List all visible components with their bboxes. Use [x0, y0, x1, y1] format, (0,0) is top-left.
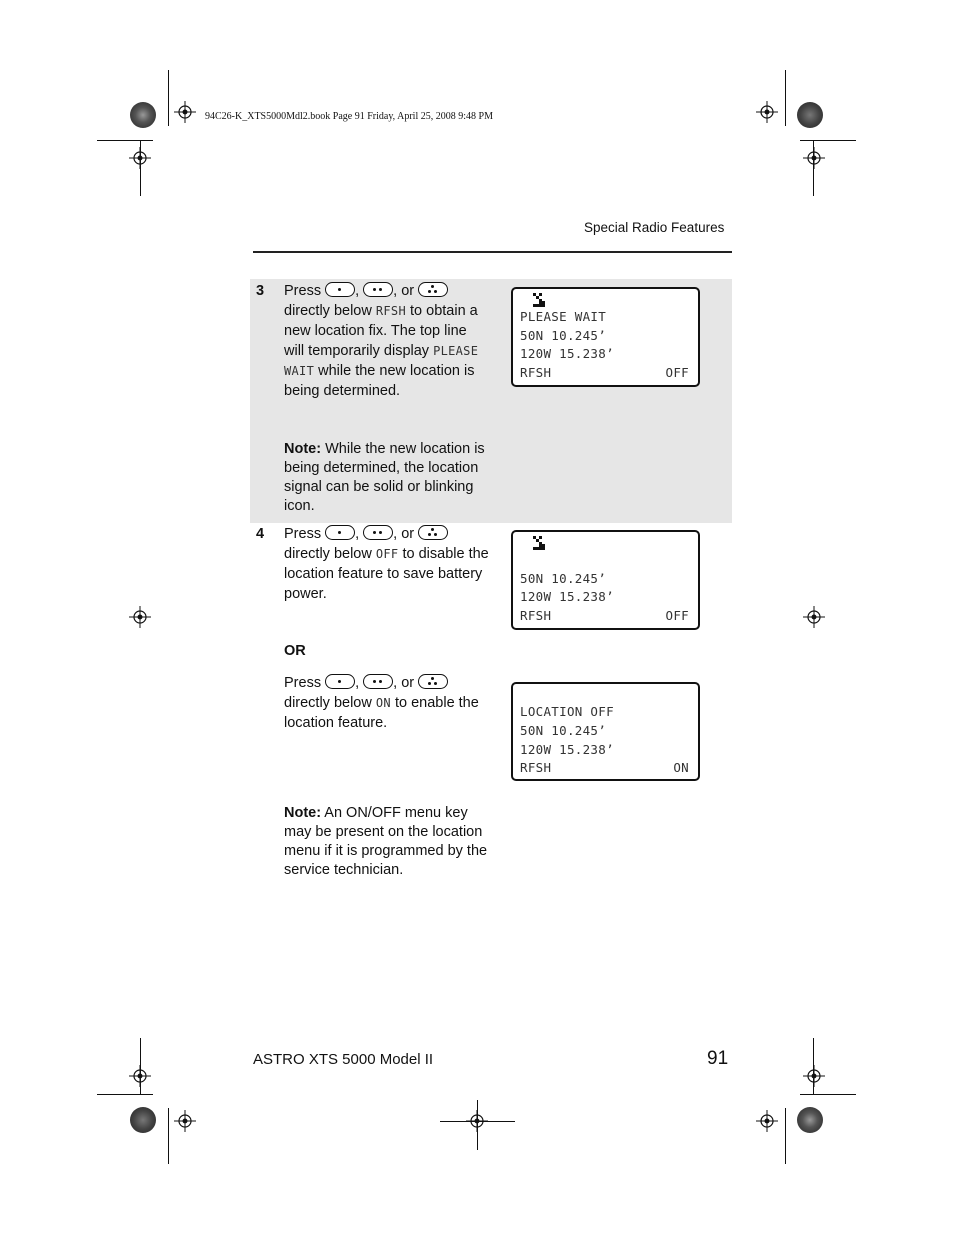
radio-display-step4 [511, 530, 700, 630]
step-4-note: Note: An ON/OFF menu key may be present on the location menu if it is programmed by the service technician. [284, 805, 488, 878]
display-line: 50N 10.245’ [520, 571, 607, 586]
softkey-rfsh: RFSH [520, 365, 552, 380]
menu-select-key-1-icon [325, 674, 355, 689]
softkey-off: OFF [665, 608, 689, 623]
registration-mark-icon [174, 101, 196, 123]
registration-mark-icon [129, 147, 151, 169]
display-line: 50N 10.245’ [520, 723, 607, 738]
off-softkey-word: OFF [375, 547, 399, 561]
color-target-icon [130, 102, 156, 128]
registration-mark-icon [129, 1065, 151, 1087]
on-softkey-word: ON [375, 696, 391, 710]
step-3-instructions: Press , , or directly below RFSH to obtain a new location fix. The top line will temporarily display PLEASE WAIT while the new location is being determined. [284, 283, 479, 399]
registration-mark-icon [803, 606, 825, 628]
rfsh-softkey-word: RFSH [375, 304, 406, 318]
menu-select-key-1-icon [325, 525, 355, 540]
registration-mark-icon [803, 1065, 825, 1087]
footer-title: ASTRO XTS 5000 Model II [253, 1051, 434, 1068]
softkey-rfsh: RFSH [520, 760, 552, 775]
display-line: PLEASE WAIT [520, 309, 607, 324]
step-number: 4 [256, 526, 265, 542]
page-header-title: Special Radio Features [584, 220, 725, 235]
location-signal-icon [531, 291, 547, 308]
menu-select-key-2-icon [363, 674, 393, 689]
display-line: 120W 15.238’ [520, 742, 614, 757]
step-3-note: Note: While the new location is being determined, the location signal can be solid or blinking icon. [284, 441, 485, 514]
softkey-off: OFF [665, 365, 689, 380]
step-4-instructions: Press , , or directly below OFF to disable the location feature to save battery power. [284, 526, 489, 602]
softkey-rfsh: RFSH [520, 608, 552, 623]
registration-mark-icon [174, 1110, 196, 1132]
registration-mark-icon [129, 606, 151, 628]
registration-mark-icon [756, 1110, 778, 1132]
step-4-alt-instructions: Press , , or directly below ON to enable the location feature. [284, 675, 479, 731]
menu-select-key-2-icon [363, 282, 393, 297]
registration-mark-icon [803, 147, 825, 169]
menu-select-key-2-icon [363, 525, 393, 540]
color-target-icon [797, 1107, 823, 1133]
header-rule [253, 251, 732, 253]
radio-display-step3 [511, 287, 700, 387]
menu-select-key-3-icon [418, 282, 448, 297]
menu-select-key-1-icon [325, 282, 355, 297]
please-wait-word: PLEASE WAIT [284, 344, 479, 378]
display-line: 120W 15.238’ [520, 589, 614, 604]
page-number: 91 [707, 1048, 729, 1069]
display-line: 50N 10.245’ [520, 328, 607, 343]
menu-select-key-3-icon [418, 525, 448, 540]
or-label: OR [284, 643, 306, 659]
menu-select-key-3-icon [418, 674, 448, 689]
radio-display-location-off [511, 682, 700, 781]
location-signal-icon [531, 534, 547, 551]
color-target-icon [797, 102, 823, 128]
step-number: 3 [256, 283, 265, 299]
print-info: 94C26-K_XTS5000Mdl2.book Page 91 Friday, April 25, 2008 9:48 PM [205, 111, 493, 122]
display-line: 120W 15.238’ [520, 346, 614, 361]
registration-mark-icon [756, 101, 778, 123]
display-line: LOCATION OFF [520, 704, 614, 719]
softkey-on: ON [673, 760, 689, 775]
color-target-icon [130, 1107, 156, 1133]
